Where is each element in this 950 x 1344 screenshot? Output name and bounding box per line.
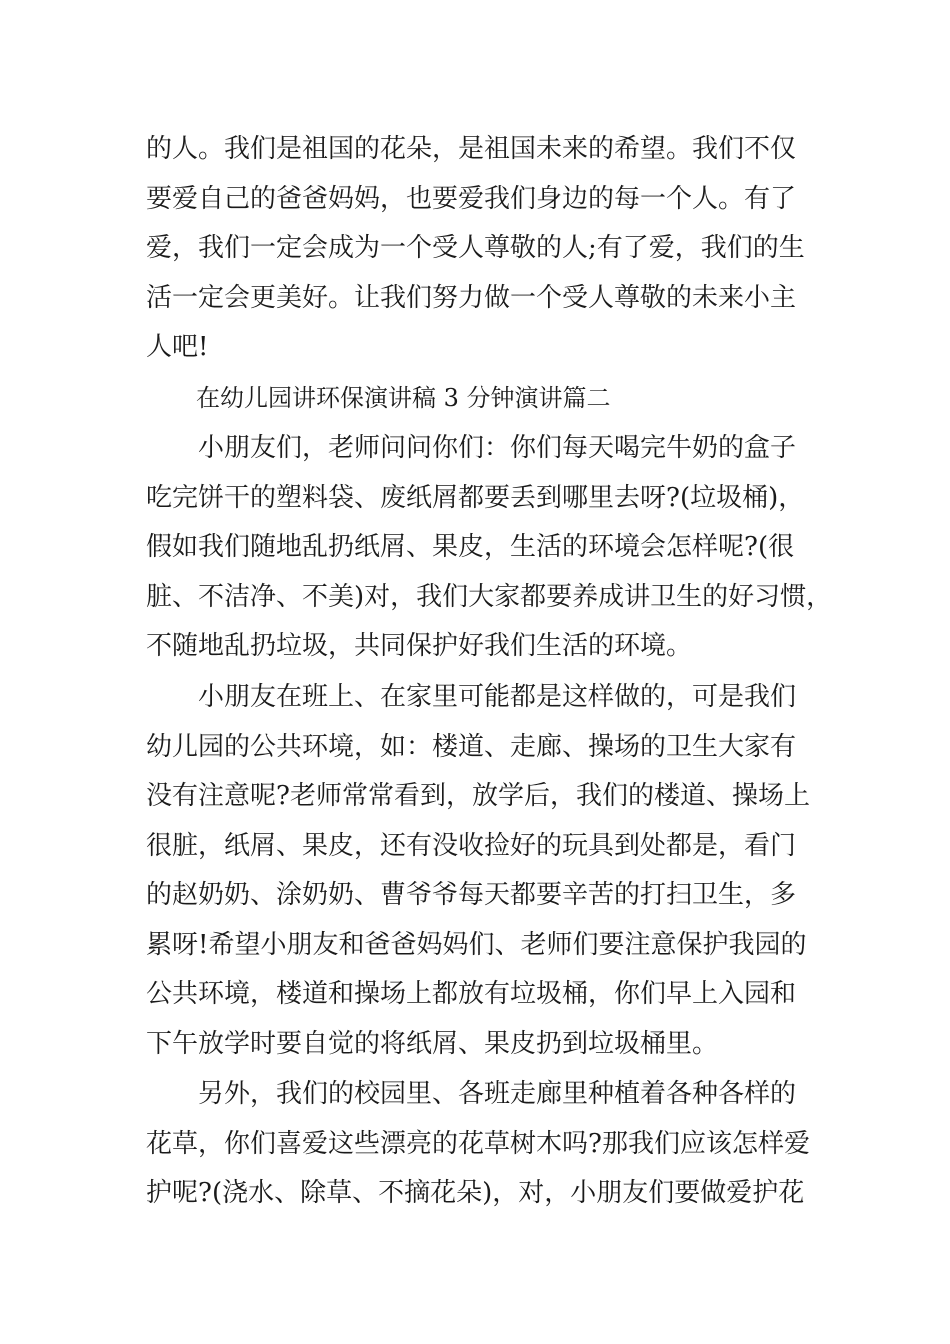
paragraph-line: 脏、不洁净、不美)对，我们大家都要养成讲卫生的好习惯， — [146, 581, 833, 612]
paragraph-4 — [146, 1070, 836, 1219]
paragraph-line: 没有注意呢?老师常常看到，放学后，我们的楼道、操场上 — [146, 781, 810, 811]
paragraph-line: 的赵奶奶、涂奶奶、曹爷爷每天都要辛苦的打扫卫生，多 — [146, 880, 797, 910]
paragraph-line: 人吧! — [146, 332, 209, 362]
section-title: 在幼儿园讲环保演讲稿 3 分钟演讲篇二 — [196, 384, 611, 412]
paragraph-line: 很脏，纸屑、果皮，还有没收捡好的玩具到处都是，看门 — [146, 830, 797, 861]
paragraph-line: 小朋友在班上、在家里可能都是这样做的，可是我们 — [198, 682, 797, 712]
paragraph-line: 公共环境，楼道和操场上都放有垃圾桶，你们早上入园和 — [146, 979, 797, 1009]
paragraph-line: 吃完饼干的塑料袋、废纸屑都要丢到哪里去呀?(垃圾桶)， — [146, 482, 805, 513]
paragraph-line: 下午放学时要自觉的将纸屑、果皮扔到垃圾桶里。 — [146, 1028, 719, 1059]
paragraph-line: 小朋友们，老师问问你们：你们每天喝完牛奶的盒子 — [198, 433, 797, 463]
paragraph-line: 的人。我们是祖国的花朵，是祖国未来的希望。我们不仅 — [146, 134, 797, 164]
paragraph-line: 不随地乱扔垃圾，共同保护好我们生活的环境。 — [146, 631, 693, 661]
paragraph-line: 假如我们随地乱扔纸屑、果皮，生活的环境会怎样呢?(很 — [146, 532, 795, 562]
paragraph-2 — [146, 424, 836, 672]
paragraph-3 — [146, 673, 836, 1069]
paragraph-1 — [146, 125, 836, 373]
paragraph-line: 要爱自己的爸爸妈妈，也要爱我们身边的每一个人。有了 — [146, 183, 797, 214]
paragraph-line: 护呢?(浇水、除草、不摘花朵)，对，小朋友们要做爱护花 — [146, 1178, 805, 1208]
paragraph-line: 累呀!希望小朋友和爸爸妈妈们、老师们要注意保护我园的 — [146, 929, 807, 960]
paragraph-line: 爱，我们一定会成为一个受人尊敬的人;有了爱，我们的生 — [146, 233, 805, 263]
paragraph-line: 另外，我们的校园里、各班走廊里种植着各种各样的 — [198, 1079, 797, 1109]
paragraph-line: 花草，你们喜爱这些漂亮的花草树木吗?那我们应该怎样爱 — [146, 1128, 810, 1159]
paragraph-line: 幼儿园的公共环境，如：楼道、走廊、操场的卫生大家有 — [146, 731, 797, 762]
paragraph-line: 活一定会更美好。让我们努力做一个受人尊敬的未来小主 — [146, 282, 797, 313]
